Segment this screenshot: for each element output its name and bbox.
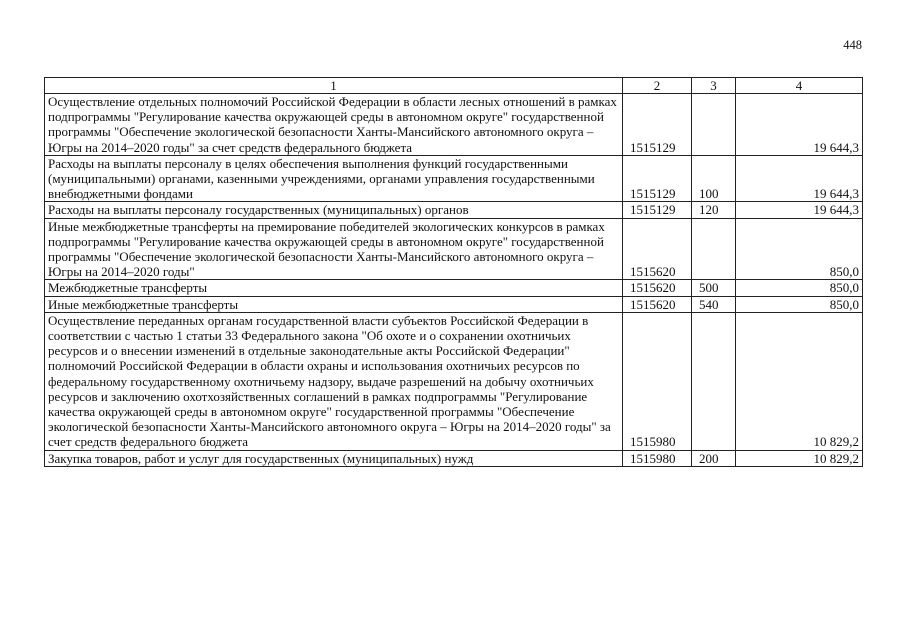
row-type (692, 218, 736, 280)
row-amount: 850,0 (736, 280, 863, 296)
row-amount: 19 644,3 (736, 94, 863, 156)
row-name: Расходы на выплаты персоналу в целях обеспечения выполнения функций государственными (муниципальными) органами, казенными учреждениями, органами управления государственными внебюджетными фондами (45, 155, 623, 202)
table-row (45, 296, 863, 312)
table-row (45, 218, 863, 280)
row-code: 1515129 (623, 155, 692, 202)
row-type: 540 (692, 296, 736, 312)
budget-table (44, 77, 863, 467)
row-code: 1515620 (623, 296, 692, 312)
row-name: Осуществление отдельных полномочий Российской Федерации в области лесных отношений в рамках подпрограммы "Регулирование качества окружающей среды в автономном округе" государственной программы "Обеспечение экологической безопасности Ханты-Мансийского автономного округа – Югры на 2014–2020 годы" за счет средств федерального бюджета (45, 94, 623, 156)
row-name: Иные межбюджетные трансферты на премирование победителей экологических конкурсов в рамках подпрограммы "Регулирование качества окружающей среды в автономном округе" государственной программы "Обеспечение экологической безопасности Ханты-Мансийского автономного округа – Югры на 2014–2020 годы" (45, 218, 623, 280)
row-type (692, 312, 736, 450)
row-type: 120 (692, 202, 736, 218)
row-amount: 19 644,3 (736, 202, 863, 218)
header-col-2: 2 (623, 78, 692, 94)
header-col-4: 4 (736, 78, 863, 94)
row-code: 1515129 (623, 202, 692, 218)
table-header-row (45, 78, 863, 94)
header-col-3: 3 (692, 78, 736, 94)
table-row (45, 450, 863, 466)
row-type (692, 94, 736, 156)
page-number: 448 (843, 38, 862, 52)
row-name: Иные межбюджетные трансферты (45, 296, 623, 312)
row-amount: 850,0 (736, 296, 863, 312)
table-row (45, 155, 863, 202)
row-name: Осуществление переданных органам государственной власти субъектов Российской Федерации в соответствии с частью 1 статьи 33 Федерального закона "Об охоте и о сохранении охотничьих ресурсов и о внесении изменений в отдельные законодательные акты Российской Федерации" полномочий Российской Федерации в области охраны и использования охотничьих ресурсов по федеральному государственному охотничьему надзору, выдаче разрешений на добычу охотничьих ресурсов и заключению охотхозяйственных соглашений в рамках подпрограммы "Регулирование качества окружающей среды в автономном округе" государственной программы "Обеспечение экологической безопасности Ханты-Мансийского автономного округа – Югры на 2014–2020 годы" за счет средств федерального бюджета (45, 312, 623, 450)
row-code: 1515980 (623, 312, 692, 450)
row-name: Межбюджетные трансферты (45, 280, 623, 296)
table-row (45, 202, 863, 218)
row-code: 1515129 (623, 94, 692, 156)
row-type: 100 (692, 155, 736, 202)
row-name: Закупка товаров, работ и услуг для государственных (муниципальных) нужд (45, 450, 623, 466)
row-amount: 10 829,2 (736, 312, 863, 450)
header-col-1: 1 (45, 78, 623, 94)
table-row (45, 280, 863, 296)
row-code: 1515620 (623, 280, 692, 296)
row-type: 200 (692, 450, 736, 466)
row-code: 1515980 (623, 450, 692, 466)
row-amount: 19 644,3 (736, 155, 863, 202)
row-amount: 850,0 (736, 218, 863, 280)
table-row (45, 94, 863, 156)
table-row (45, 312, 863, 450)
row-name: Расходы на выплаты персоналу государственных (муниципальных) органов (45, 202, 623, 218)
row-code: 1515620 (623, 218, 692, 280)
row-type: 500 (692, 280, 736, 296)
row-amount: 10 829,2 (736, 450, 863, 466)
